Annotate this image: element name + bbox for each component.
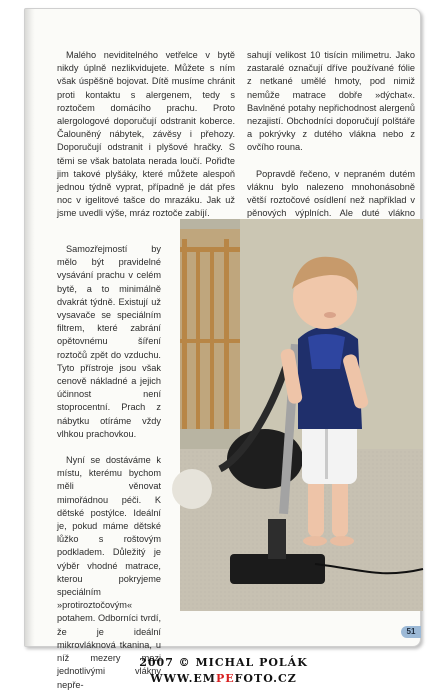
photo-credit: 2007 © MICHAL POLÁK [139,656,308,669]
url-prefix: WWW.EM [150,672,216,685]
page-spine-shadow [25,9,35,646]
paragraph-2: Samozřejmostí by mělo být pravidelné vysávání prachu v celém bytě, a to minimálně dvakrát týdně. Existují už vysavače se speciálním filtrem, které zabrání opětovnému šíření roztočů zpět do vzduchu. Tyto přístroje jsou však cenově nákladné a jejich účinnost není stoprocentní. Prach z nábytku otíráme vždy vlhkou prachovkou. [57,244,161,439]
child-vacuuming-photo [180,219,423,611]
paragraph-1: Malého neviditelného vetřelce v bytě nikdy úplně nezlikvidujete. Můžete s ním však úspěšně bojovat. Dítě musíme chránit proti kontaktu s alergenem, tedy s roztočem domácího prachu. Proto alergologové doporučují odstranit koberce. Čalouněný nábytek, závěsy i přehozy. Doporučují odstranit i plyšové hračky. S těmi se však batolata nerada loučí. Pořiďte jim takové plyšáky, které můžete alespoň jednou týdně vyprat, případně je dát přes noc v igelitové tašce do mrazáku. Jak už jsme uvedli výše, mráz roztoče zabíjí. [57,50,235,219]
url-accent: PE [215,672,235,685]
article-column-left-top [57,49,235,221]
article-column-right [247,49,415,234]
photo-credit-url [0,672,447,685]
article-column-left-bottom [57,243,161,692]
paragraph-3: Nyní se dostáváme k místu, kterému bychom měli věnovat mimořádnou péči. K dětské postýlce. Ideální je, pokud máme dětské lůžko s roštovým podkladem. Důležitý je výběr vhodné matrace, kterou pokryjeme speciálním »protiroztočovým« potahem. Odborníci tvrdí, že je ideální mikrovláknová tkanina, u níž mezery mezi jednotlivými vlákny nepře- [57,455,161,690]
paragraph-right-1: sahují velikost 10 tisícin milimetru. Jako zastaralé označují dříve používané fólie z netkané umělé hmoty, pod nimiž nemůže matrace dobře »dýchat«. Bavlněné potahy nepřichodnost alergenů nezajistí. Obchodníci doporučují polštáře a pokrývky z dutého vlákna nebo z ovčího rouna. [247,50,415,153]
paragraph-right-2: Popravdě řečeno, v nepraném dutém vláknu bylo nalezeno mnohonásobně větší roztočové osídlení než například v pěnových výplních. Ale duté vlákno [247,168,415,219]
photo-illustration [180,219,423,611]
page-number: 51 [401,626,421,638]
url-suffix: FOTO.CZ [234,672,297,685]
